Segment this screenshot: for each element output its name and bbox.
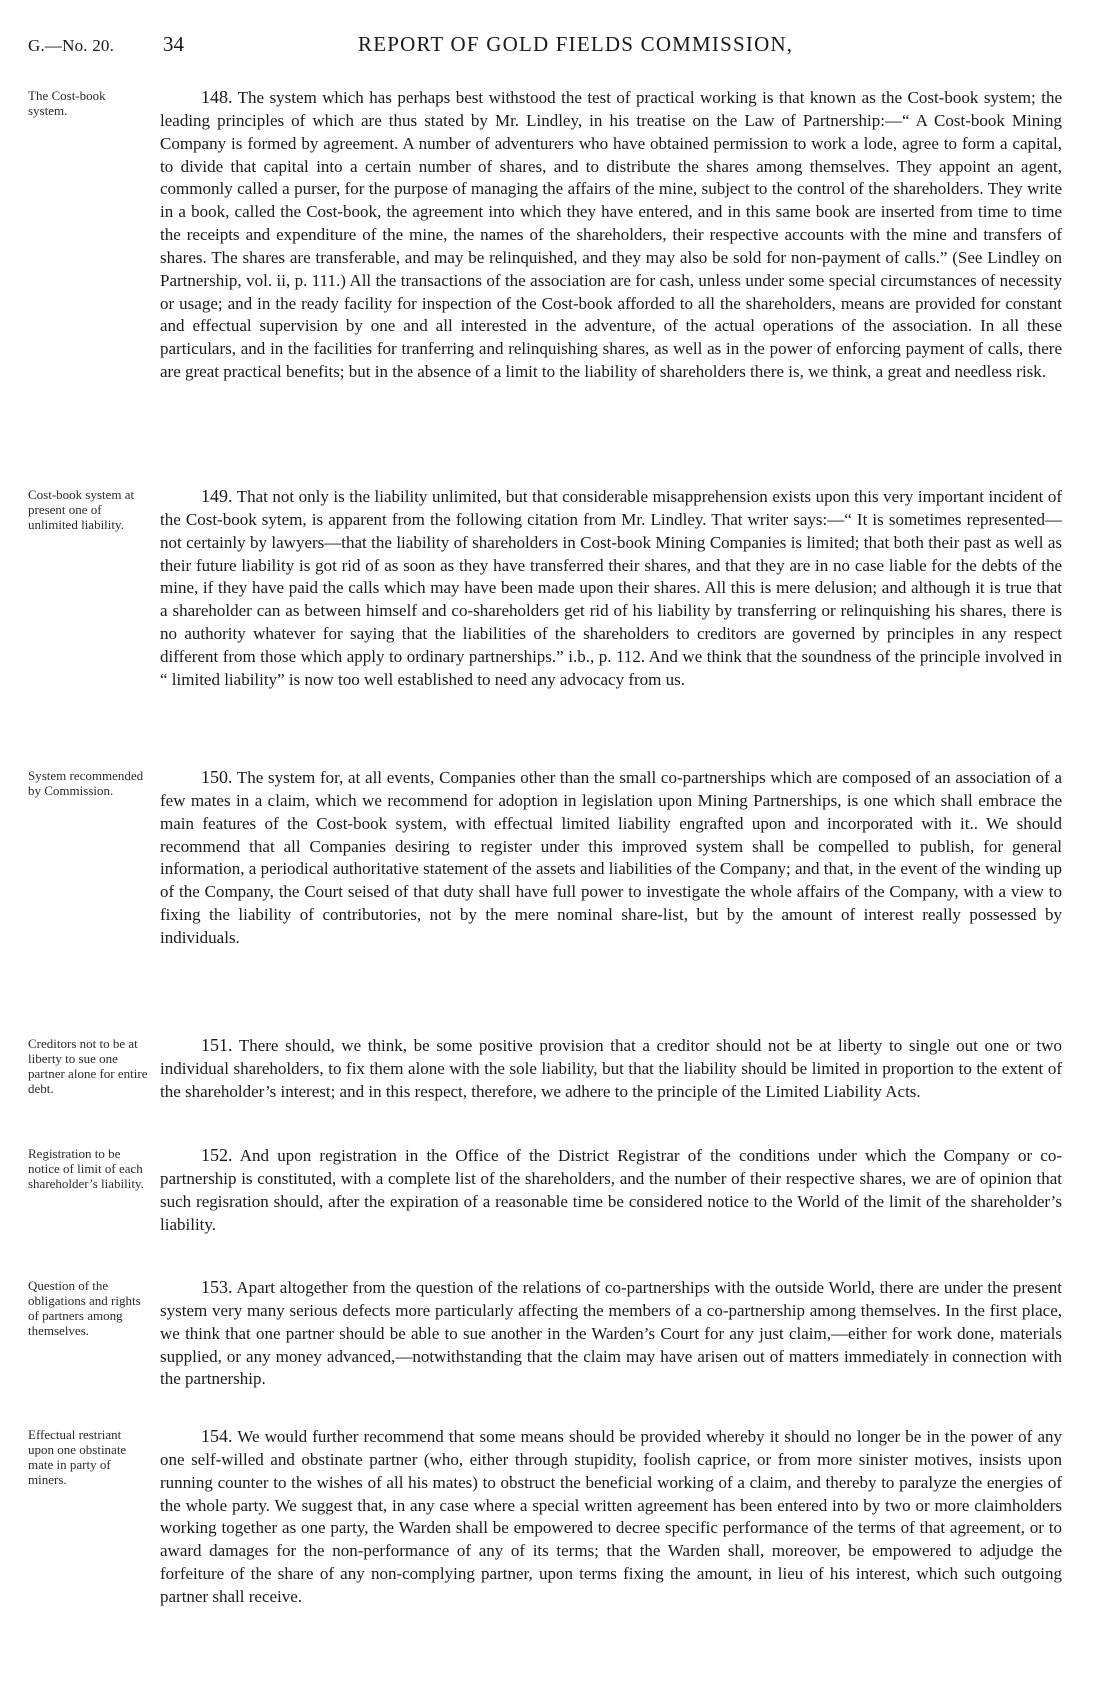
paragraph-body	[160, 86, 1062, 384]
paragraph-number: 154.	[201, 1426, 233, 1446]
paragraph-body	[160, 1276, 1062, 1391]
side-note: Cost-book system at present one of unlimited liability.	[28, 487, 135, 532]
paragraph-number: 152.	[201, 1145, 233, 1165]
paragraph-body	[160, 1425, 1062, 1609]
paragraph-number: 153.	[201, 1277, 233, 1297]
paragraph-body	[160, 766, 1062, 950]
page-number: 34	[163, 32, 184, 56]
paragraph-text: That not only is the liability unlimited, but that considerable misapprehension exists upon this very important incident of the Cost-book sytem, is apparent from the following citation from Mr. Lindley. That writer says:—“ It is sometimes represented—not certainly by lawyers—that the liability of shareholders in Cost-book Mining Companies is limited; that both their past as well as their future liability is got rid of as soon as they have transferred their shares, and that they are in no case liable for the debts of the mine, if they have paid the calls which may have been made upon their shares. All this is mere delusion; and although it is true that a shareholder can as between himself and co-shareholders get rid of his liability by transferring or relinquishing his shares, there is no authority whatever for saying that the liabilities of the shareholders to creditors are governed by principles in any respect different from those which apply to ordinary partnerships.” i.b., p. 112. And we think that the soundness of the principle involved in “ limited liability” is now too well established to need any advocacy from us.	[160, 487, 1062, 689]
side-note: Question of the obligations and rights of partners among themselves.	[28, 1278, 141, 1338]
paragraph-text: We would further recommend that some means should be provided whereby it should no longer be in the power of any one self-willed and obstinate partner (who, either through stupidity, foolish caprice, or from more sinister motives, insists upon running counter to the wishes of all his mates) to obstruct the beneficial working of a claim, and thereby to paralyze the energies of the whole party. We suggest that, in any case where a special written agreement has been entered into by two or more claimholders working together as one party, the Warden shall be empowered to decree specific performance of the terms of that agreement, or to award damages for the non-performance of any of its terms; that the Warden shall, moreover, be empowered to adjudge the forfeiture of the share of any non-complying partner, upon terms fixing the amount, in lieu of his interest, which such outgoing partner shall receive.	[160, 1427, 1062, 1606]
report-title: REPORT OF GOLD FIELDS COMMISSION,	[358, 32, 794, 56]
side-note: System recommended by Commission.	[28, 768, 144, 798]
paragraph-text: Apart altogether from the question of the relations of co-partnerships with the outside World, there are under the present system very many serious defects more particularly affecting the members of a co-partnership among themselves. In the first place, we think that one partner should be able to sue another in the Warden’s Court for any just claim,—either for work done, materials supplied, or any money advanced,—notwithstanding that the claim may have arisen out of matters immediately in connection with the partnership.	[160, 1278, 1062, 1389]
side-note: The Cost-book system.	[28, 88, 106, 118]
paragraph-body	[160, 1034, 1062, 1104]
paragraph-number: 148.	[201, 87, 233, 107]
paragraph-number: 149.	[201, 486, 233, 506]
paragraph-body	[160, 1144, 1062, 1236]
page-header	[28, 30, 1058, 66]
paragraph-text: There should, we think, be some positive provision that a creditor should not be at liberty to single out one or two individual shareholders, to fix them alone with the sole liability, but that the liability should be limited in proportion to the extent of the shareholder’s interest; and in this respect, therefore, we adhere to the principle of the Limited Liability Acts.	[160, 1036, 1062, 1101]
paragraph-text: The system for, at all events, Companies other than the small co-partnerships which are composed of an association of a few mates in a claim, which we recommend for adoption in legislation upon Mining Partnerships, is one which shall embrace the main features of the Cost-book system, with effectual limited liability engrafted upon and incorporated with it.. We should recommend that all Companies desiring to register under this improved system shall be compelled to publish, for general information, a periodical authoritative statement of the assets and liabilities of the Company; and that, in the event of the winding up of the Company, the Court seised of that duty shall have full power to investigate the whole affairs of the Company, with a view to fixing the liability of contributories, not by the mere nominal share-list, but by the amount of interest really possessed by individuals.	[160, 768, 1062, 947]
side-note: Creditors not to be at liberty to sue one partner alone for entire debt.	[28, 1036, 148, 1096]
side-note: Registration to be notice of limit of each shareholder’s liability.	[28, 1146, 144, 1191]
side-note: Effectual restriant upon one obstinate mate in party of miners.	[28, 1427, 127, 1487]
paragraph-number: 151.	[201, 1035, 233, 1055]
paragraph-text: The system which has perhaps best withstood the test of practical working is that known as the Cost-book system; the leading principles of which are thus stated by Mr. Lindley, in his treatise on the Law of Partnership:—“ A Cost-book Mining Company is formed by agreement. A number of adventurers who have obtained permission to work a lode, agree to form a capital, to divide that capital into a certain number of shares, and to distribute the shares among themselves. They appoint an agent, commonly called a purser, for the purpose of managing the affairs of the mine, subject to the control of the shareholders. They write in a book, called the Cost-book, the agreement into which they have entered, and in this same book are inserted from time to time the receipts and expenditure of the mine, the names of the shareholders, their respective accounts with the mine and transfers of shares. The shares are transferable, and may be relinquished, and they may also be sold for non-payment of calls.” (See Lindley on Partnership, vol. ii, p. 111.) All the transactions of the association are for cash, unless under some special circumstances of necessity or usage; and in the ready facility for inspection of the Cost-book afforded to all the shareholders, means are provided for constant and effectual supervision by one and all interested in the adventure, of the actual operations of the association. In all these particulars, and in the facilities for tranferring and relinquishing shares, as well as in the power of enforcing payment of calls, there are great practical benefits; but in the absence of a limit to the liability of shareholders there is, we think, a great and needless risk.	[160, 88, 1062, 382]
paragraph-text: And upon registration in the Office of the District Registrar of the conditions under which the Company or co-partnership is constituted, with a complete list of the shareholders, and the number of their respective shares, we are of opinion that such regisration should, after the expiration of a reasonable time be considered notice to the World of the limit of the shareholder’s liability.	[160, 1146, 1063, 1234]
document-reference: G.—No. 20.	[28, 36, 115, 55]
paragraph-body	[160, 485, 1062, 692]
paragraph-number: 150.	[201, 767, 233, 787]
